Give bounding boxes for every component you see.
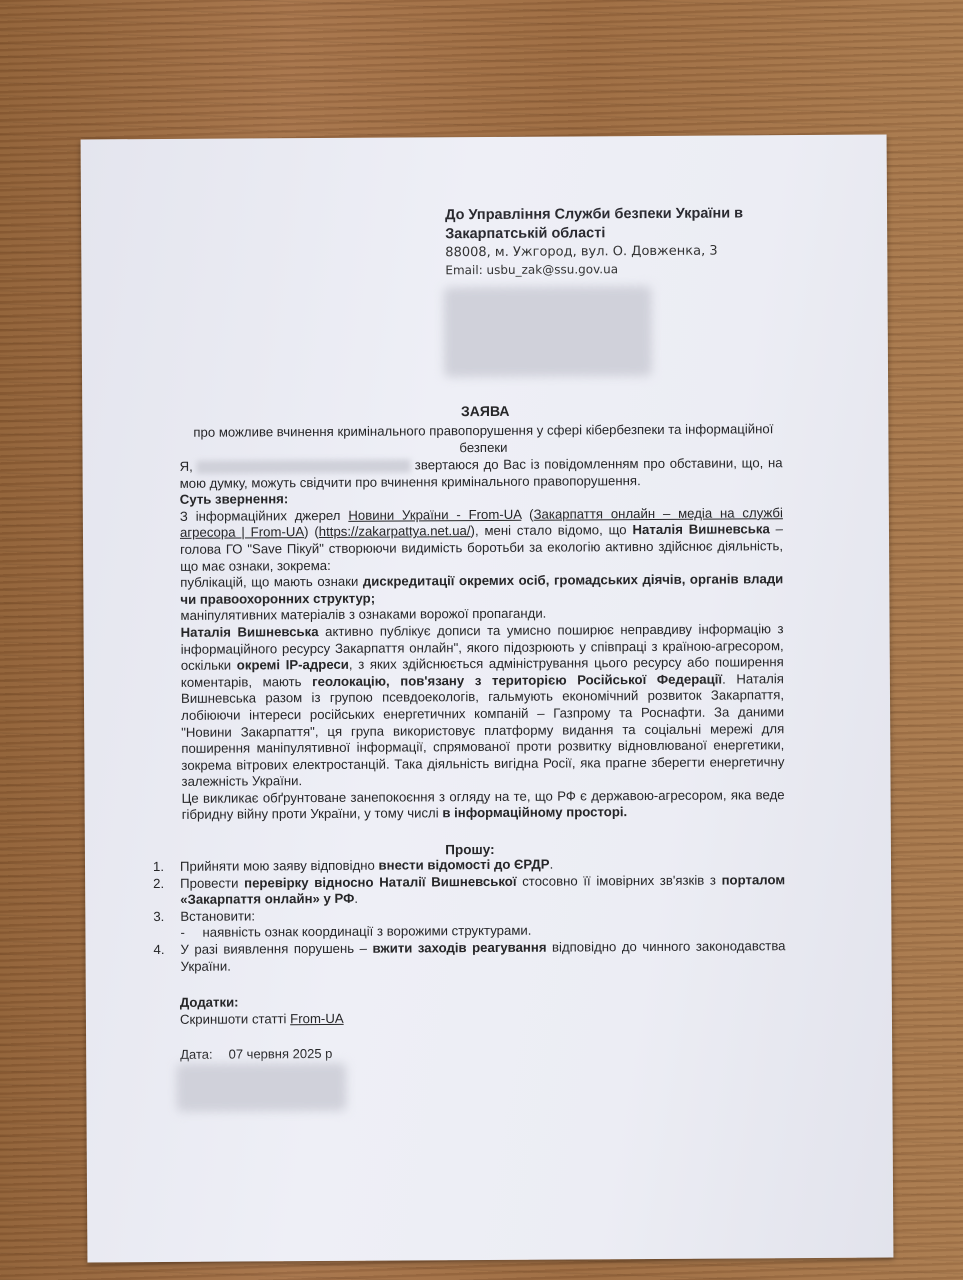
attachments-block: [180, 993, 344, 1028]
link-from-ua[interactable]: Новини України - From-UA: [348, 506, 522, 523]
document-page: [81, 135, 894, 1263]
link-article[interactable]: Закарпаття онлайн – медіа на службі агресора | From-UA: [179, 504, 783, 541]
essence-heading: Суть звернення:: [179, 491, 289, 508]
request-item: 2. Провести перевірку відносно Наталії Вишневської стосовно її імовірних зв'язків з порталом «Закарпаття онлайн» у РФ.: [153, 871, 786, 908]
link-zakarpattya[interactable]: https://zakarpattya.net.ua/: [318, 523, 471, 540]
attachment-link[interactable]: From-UA: [290, 1010, 344, 1027]
addressee-line-1: До Управління Служби безпеки України в: [444, 205, 744, 224]
document-subtitle: про можливе вчинення кримінального правопорушення у сфері кібербезпеки та інформаційної безпеки: [193, 421, 774, 456]
document-body: [180, 455, 785, 824]
paragraph-publications: публікацій, що мають ознаки дискредитації окремих осіб, громадських діячів, органів влади чи правоохоронних структур;: [180, 571, 784, 607]
request-heading: Прошу:: [445, 841, 495, 858]
date-label: Дата:: [180, 1046, 213, 1062]
document-title: ЗАЯВА: [460, 402, 510, 420]
attachments-heading: Додатки:: [179, 994, 239, 1010]
addressee-email: Email: usbu_zak@ssu.gov.ua: [445, 262, 619, 278]
addressee-address: 88008, м. Ужгород, вул. О. Довженка, 3: [445, 243, 718, 261]
request-sub-item: - наявність ознак координації з ворожими структурами.: [180, 923, 532, 941]
request-list: [153, 855, 786, 975]
paragraph-manipulative: маніпулятивних матеріалів з ознаками ворожої пропаганди.: [180, 605, 547, 624]
date-line: [180, 1046, 332, 1062]
request-item: 3. Встановити:: [153, 908, 256, 924]
date-value: 07 червня 2025 р: [228, 1045, 333, 1062]
redacted-sender-block: [443, 286, 652, 377]
redacted-signature: [176, 1063, 346, 1112]
attachments-text: Скриншоти статті From-UA: [179, 1010, 344, 1027]
addressee-block: [445, 204, 865, 280]
paragraph-concern: Це викликає обґрунтоване занепокоєння з огляду на те, що РФ є державою-агресором, яка веде гібридну війну проти України, у тому числі в інформаційному просторі.: [181, 787, 785, 823]
intro-paragraph: [180, 455, 783, 492]
redacted-name: [197, 459, 411, 473]
request-item: 1. Прийняти мою заяву відповідно внести відомості до ЄРДР.: [152, 856, 554, 875]
paragraph-sources: З інформаційних джерел Новини України - From-UA (Закарпаття онлайн – медіа на службі агресора | From-UA) (https://zakarpattya.net.ua/), мені стало відомо, що Наталія Вишневська – голова ГО "Save Пікуй" створюючи видимість боротьби за екологію активно здійснює діяльність, що має ознаки, зокрема:: [179, 504, 784, 574]
request-item: 4. У разі виявлення порушень – вжити заходів реагування відповідно до чинного законодавства України.: [153, 938, 786, 974]
intro-ya: Я,: [179, 458, 193, 474]
paragraph-activity: Наталія Вишневська активно публікує дописи та умисно поширює неправдиву інформацію з інформаційного ресурсу Закарпаття онлайн", якого підозрюють у співпраці з країною-агресором, оскільки окремі IP-адреси, з яких здійснюється адміністрування цього ресурсу або поширення коментарів, мають геолокацію, пов'язану з територією Російської Федерації. Наталія Вишневська разом із групою псевдоекологів, гальмують економічний розвиток Закарпаття, лобіюючи інтереси російських енергетичних компаній – Газпрому та Роснафти. За даними "Новини Закарпаття", ця група використовує платформу видання та соціальні мережі для поширення маніпулятивної інформації, спрямованої проти розвитку відновлюваної енергетики, зокрема вітрових електростанцій. Така діяльність вигідна Росії, яка прагне зберегти енергетичну залежність України.: [180, 621, 785, 790]
addressee-line-2: Закарпатській області: [445, 225, 606, 243]
intro-rest: звертаюся до Вас із повідомленням про обставини, що, на мою думку, можуть свідчити про вчинення кримінального правопорушення.: [179, 455, 783, 491]
